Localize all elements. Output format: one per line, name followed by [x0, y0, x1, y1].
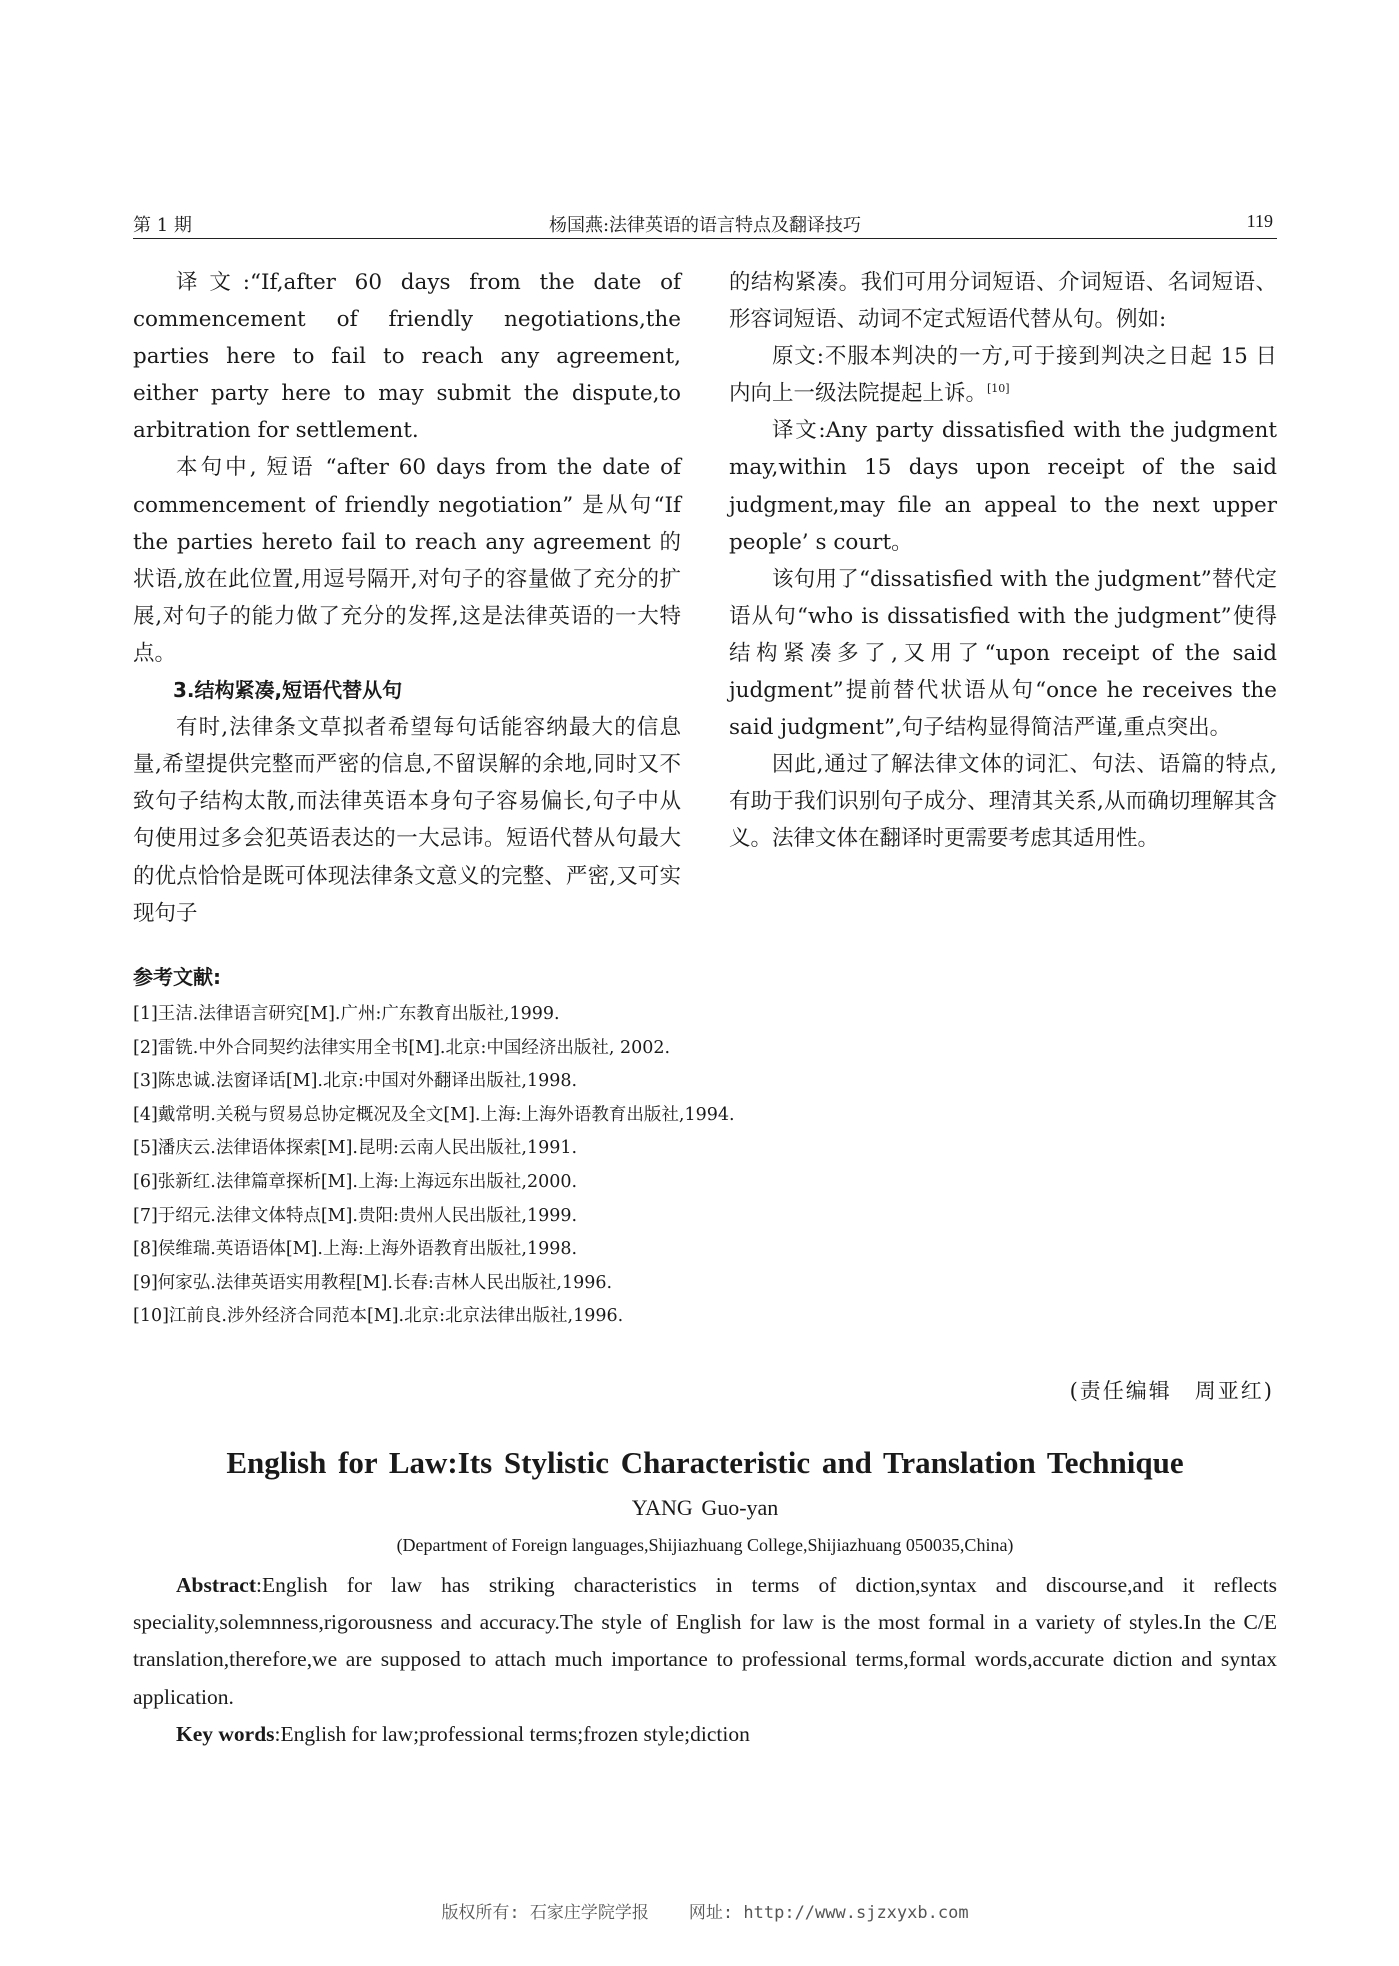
reference-item: [4]戴常明.关税与贸易总协定概况及全文[M].上海:上海外语教育出版社,1994.: [133, 1104, 735, 1125]
reference-item: [6]张新红.法律篇章探析[M].上海:上海远东出版社,2000.: [133, 1171, 578, 1192]
keywords-label: Key words: [176, 1722, 275, 1746]
analysis-paragraph: 该句用了“dissatisfied with the judgment”替代定语从句“who is dissatisfied with the judgment”使得结构紧凑多了,又用了“upon receipt of the said judgment”提前替代状语从句“once he receives the said judgment”,句子结构显得简洁严谨,重点突出。: [729, 566, 1277, 741]
abstract-text: :English for law has striking characteristics in terms of diction,syntax and discourse,and it reflects speciality,solemnness,rigorousness and accuracy.The style of English for law is the most formal in a variety of styles.In the C/E translation,therefore,we are supposed to attach much importance to professional terms,formal words,accurate diction and syntax application.: [133, 1573, 1277, 1709]
page-footer: [133, 1898, 1277, 1923]
original-text-paragraph: [729, 338, 1277, 412]
copyright-notice: 版权所有: 石家庄学院学报: [441, 1903, 649, 1923]
reference-list: [133, 998, 1277, 1334]
english-abstract: [133, 1567, 1277, 1716]
reference-item: [3]陈忠诚.法窗译话[M].北京:中国对外翻译出版社,1998.: [133, 1071, 578, 1092]
translation-paragraph: 译文:“If,after 60 days from the date of commencement of friendly negotiations,the parties here to fail to reach any agreement, either party here to may submit the dispute,to arbitration for settlement.: [133, 270, 681, 444]
reference-item: [5]潘庆云.法律语体探索[M].昆明:云南人民出版社,1991.: [133, 1138, 578, 1159]
english-author: YANG Guo-yan: [631, 1495, 779, 1520]
issue-number: 第 1 期: [133, 215, 192, 236]
analysis-paragraph: 本句中, 短语 “after 60 days from the date of commencement of friendly negotiation” 是从句“If the parties hereto fail to reach any agreement 的状语,放在此位置,用逗号隔开,对句子的容量做了充分的扩展,对句子的能力做了充分的发挥,这是法律英语的一大特点。: [133, 455, 681, 666]
page-number: 119: [1246, 211, 1273, 231]
english-keywords: [133, 1716, 1277, 1753]
editor-note: (责任编辑 周亚红): [1069, 1379, 1274, 1403]
section-heading: 3.结构紧凑,短语代替从句: [173, 678, 403, 703]
original-text: 原文:不服本判决的一方,可于接到判决之日起 15 日内向上一级法院提起上诉。: [729, 344, 1277, 407]
citation-marker: [10]: [987, 382, 1010, 396]
keywords-text: :English for law;professional terms;frozen style;diction: [274, 1722, 750, 1746]
left-column: [133, 264, 681, 932]
running-header: [133, 211, 1277, 239]
reference-item: [7]于绍元.法律文体特点[M].贵阳:贵州人民出版社,1999.: [133, 1205, 578, 1226]
website-url: 网址: http://www.sjzxyxb.com: [688, 1903, 969, 1923]
english-title: English for Law:Its Stylistic Characteristic and Translation Technique: [226, 1445, 1184, 1480]
right-column: [729, 264, 1277, 858]
reference-item: [8]侯维瑞.英语语体[M].上海:上海外语教育出版社,1998.: [133, 1239, 578, 1260]
translation-paragraph: 译文:Any party dissatisfied with the judgment may,within 15 days upon receipt of the said judgment,may file an appeal to the next upper people’ s court。: [729, 418, 1277, 555]
reference-item: [2]雷铣.中外合同契约法律实用全书[M].北京:中国经济出版社, 2002.: [133, 1037, 671, 1058]
reference-item: [9]何家弘.法律英语实用教程[M].长春:吉林人民出版社,1996.: [133, 1272, 613, 1293]
body-paragraph: 有时,法律条文草拟者希望每句话能容纳最大的信息量,希望提供完整而严密的信息,不留误解的余地,同时又不致句子结构太散,而法律英语本身句子容易偏长,句子中从句使用过多会犯英语表达的一大忌讳。短语代替从句最大的优点恰恰是既可体现法律条文意义的完整、严密,又可实现句子: [133, 715, 681, 926]
reference-item: [10]江前良.涉外经济合同范本[M].北京:北京法律出版社,1996.: [133, 1306, 624, 1327]
running-title: 杨国燕:法律英语的语言特点及翻译技巧: [548, 215, 862, 236]
conclusion-paragraph: 因此,通过了解法律文体的词汇、句法、语篇的特点,有助于我们识别句子成分、理清其关系,从而确切理解其含义。法律文体在翻译时更需要考虑其适用性。: [729, 752, 1277, 852]
references-section: [133, 962, 1277, 1334]
continued-paragraph: 的结构紧凑。我们可用分词短语、介词短语、名词短语、形容词短语、动词不定式短语代替从句。例如:: [729, 270, 1277, 333]
abstract-label: Abstract: [176, 1573, 257, 1597]
english-affiliation: (Department of Foreign languages,Shijiazhuang College,Shijiazhuang 050035,China): [396, 1535, 1014, 1555]
reference-item: [1]王洁.法律语言研究[M].广州:广东教育出版社,1999.: [133, 1004, 560, 1024]
references-title: 参考文献:: [133, 965, 221, 989]
